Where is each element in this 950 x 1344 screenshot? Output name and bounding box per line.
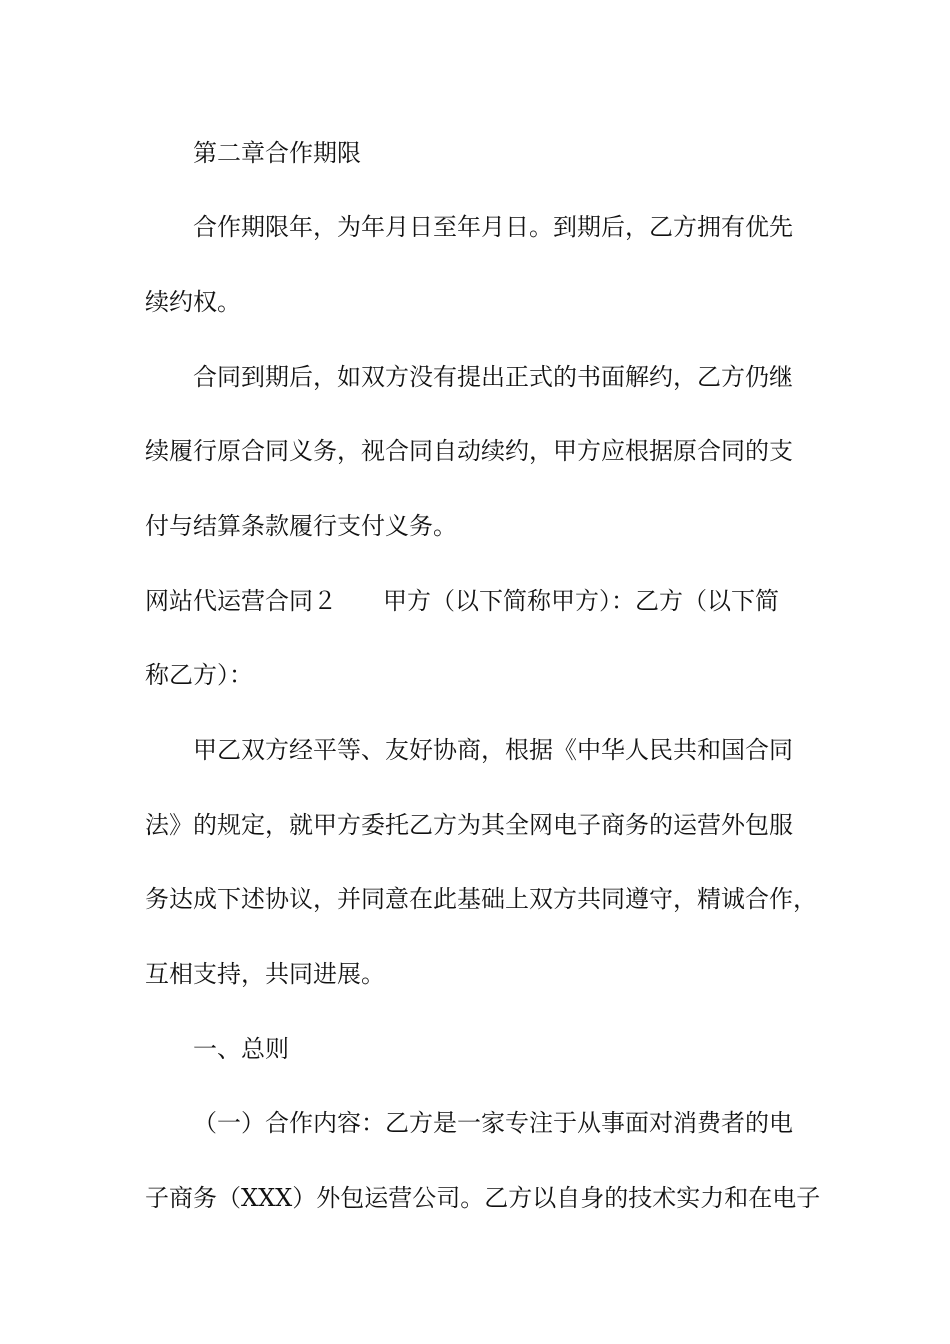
paragraph-line: 务达成下述协议，并同意在此基础上双方共同遵守，精诚合作，	[145, 885, 817, 913]
paragraph-line: 合同到期后，如双方没有提出正式的书面解约，乙方仍继	[193, 363, 793, 391]
paragraph-line: 续履行原合同义务，视合同自动续约，甲方应根据原合同的支	[145, 437, 793, 465]
parties-line: 甲方（以下简称甲方）：乙方（以下简	[383, 587, 779, 615]
paragraph-line: 付与结算条款履行支付义务。	[145, 512, 457, 540]
contract-title: 网站代运营合同２	[145, 587, 337, 615]
paragraph-line: 法》的规定，就甲方委托乙方为其全网电子商务的运营外包服	[145, 811, 793, 839]
paragraph-line: 合作期限年，为年月日至年月日。到期后，乙方拥有优先	[193, 213, 793, 241]
general-heading: 一、总则	[193, 1035, 289, 1063]
paragraph-line: 互相支持，共同进展。	[145, 960, 385, 988]
contract-title-line	[145, 586, 779, 616]
paragraph-line: 续约权。	[145, 288, 241, 316]
parties-line: 称乙方）：	[145, 661, 253, 689]
section-heading: 第二章合作期限	[193, 139, 361, 167]
paragraph-line: （一）合作内容：乙方是一家专注于从事面对消费者的电	[193, 1109, 793, 1137]
paragraph-line: 甲乙双方经平等、友好协商，根据《中华人民共和国合同	[193, 736, 793, 764]
paragraph-line: 子商务（XXX）外包运营公司。乙方以自身的技术实力和在电子	[145, 1184, 821, 1212]
